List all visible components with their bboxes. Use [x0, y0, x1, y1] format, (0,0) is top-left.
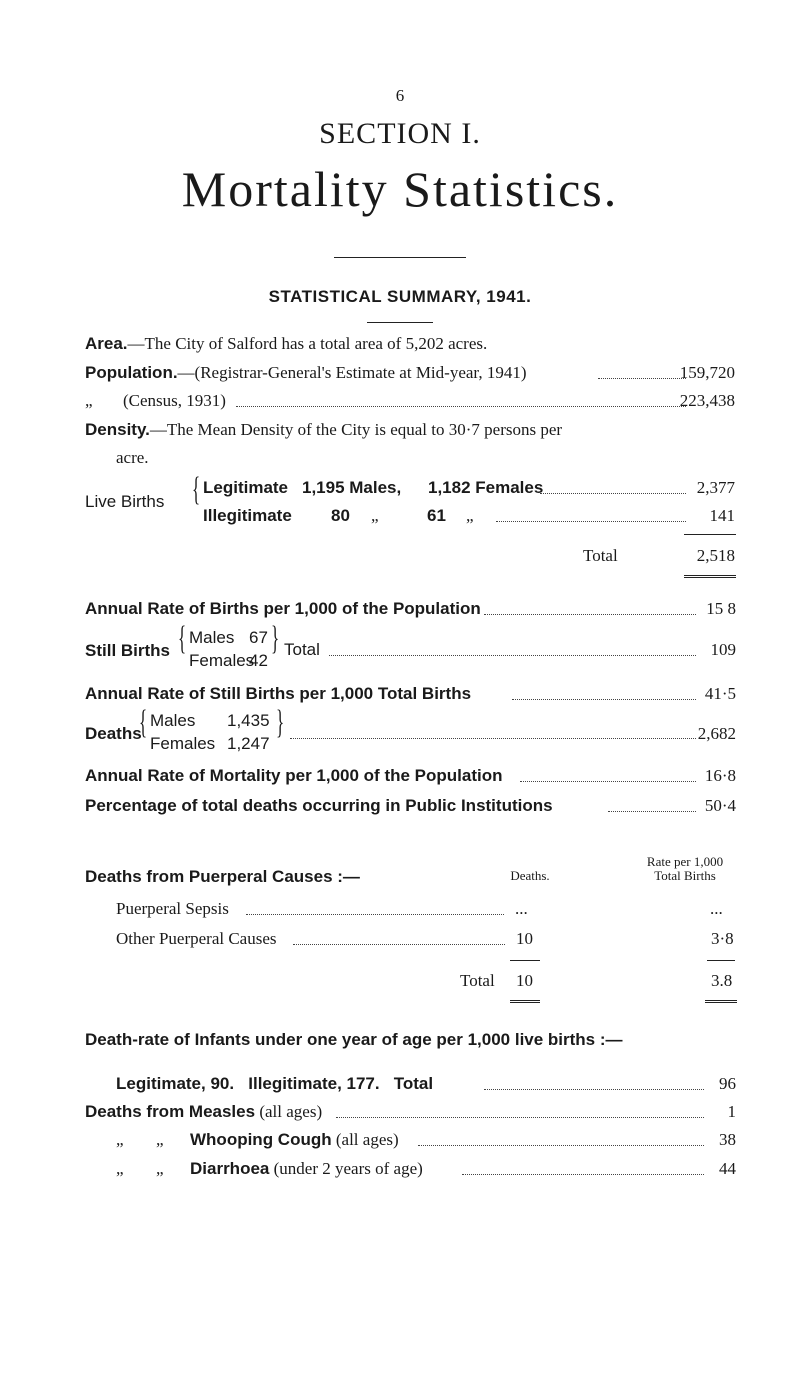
still-females-label: Females — [189, 651, 255, 670]
whooping-text: (all ages) — [335, 1130, 399, 1149]
summary-divider — [367, 322, 433, 323]
double-rule — [705, 1000, 737, 1003]
population-value: 159,720 — [679, 363, 735, 382]
total-rule — [707, 960, 735, 961]
double-rule — [510, 1000, 540, 1003]
population-text: —(Registrar-General's Estimate at Mid-year, 1941) — [177, 363, 527, 382]
section-heading: SECTION I. — [319, 117, 481, 150]
diarrhoea-label: Diarrhoea — [190, 1159, 270, 1178]
legitimate-label: Legitimate — [203, 478, 289, 497]
ditto-mark: „ — [116, 1130, 124, 1149]
ditto-mark: „ — [116, 1159, 124, 1178]
measles-label: Deaths from Measles — [85, 1102, 256, 1121]
population-label: Population. — [85, 363, 178, 382]
ditto-mark: „ — [371, 506, 379, 525]
diarrhoea-value: 44 — [719, 1159, 736, 1178]
puerperal-col-rate-2: Total Births — [654, 868, 716, 883]
whooping-value: 38 — [719, 1130, 736, 1149]
still-males-label: Males — [189, 628, 235, 647]
institutions-value: 50·4 — [704, 796, 736, 815]
title-divider — [334, 257, 466, 258]
infants-line: Legitimate, 90. Illegitimate, 177. Total — [116, 1074, 434, 1093]
brace-icon: { — [192, 471, 201, 508]
illegitimate-males: 80 — [331, 506, 350, 525]
diarrhoea-row — [190, 1159, 423, 1179]
deaths-females-value: 1,247 — [227, 734, 270, 753]
live-births-total-label: Total — [583, 546, 618, 565]
puerperal-other-deaths: 10 — [516, 929, 533, 948]
live-births-label: Live Births — [85, 492, 165, 511]
ditto-mark: „ — [466, 506, 474, 525]
brace-icon: { — [178, 620, 187, 657]
deaths-males-label: Males — [150, 711, 196, 730]
area-label: Area. — [85, 334, 128, 353]
still-birth-rate-label: Annual Rate of Still Births per 1,000 Total Births — [85, 684, 472, 703]
birth-rate-value: 15 8 — [706, 599, 736, 618]
brace-close-icon: } — [276, 704, 285, 741]
puerperal-other-rate: 3·8 — [711, 929, 734, 948]
puerperal-sepsis-deaths: ... — [515, 899, 528, 918]
legitimate-total: 2,377 — [696, 478, 735, 497]
ditto-mark: „ — [156, 1159, 164, 1178]
live-births-total: 2,518 — [696, 546, 735, 565]
leader-dots — [246, 914, 504, 915]
density-text: —The Mean Density of the City is equal to 30·7 persons per — [149, 420, 563, 439]
legitimate-males: 1,195 Males, — [302, 478, 402, 497]
mortality-rate-value: 16·8 — [704, 766, 736, 785]
legitimate-females: 1,182 Females — [428, 478, 544, 497]
puerperal-heading: Deaths from Puerperal Causes :— — [85, 867, 360, 886]
birth-rate-label: Annual Rate of Births per 1,000 of the Population — [85, 599, 481, 618]
puerperal-sepsis-label: Puerperal Sepsis — [116, 899, 229, 918]
institutions-label: Percentage of total deaths occurring in Public Institutions — [85, 796, 553, 815]
ditto-mark: „ — [85, 391, 93, 410]
infants-heading: Death-rate of Infants under one year of age per 1,000 live births :— — [85, 1030, 623, 1049]
still-males-value: 67 — [249, 628, 268, 647]
still-total-label: Total — [284, 640, 320, 659]
area-row — [85, 334, 487, 354]
census-row — [85, 391, 226, 411]
illegitimate-females: 61 — [427, 506, 446, 525]
total-rule — [684, 534, 736, 535]
whooping-row — [190, 1130, 399, 1150]
whooping-label: Whooping Cough — [190, 1130, 332, 1149]
illegitimate-label: Illegitimate — [203, 506, 292, 525]
measles-text: (all ages) — [259, 1102, 323, 1121]
mortality-rate-label: Annual Rate of Mortality per 1,000 of the Population — [85, 766, 503, 785]
density-row — [85, 420, 562, 440]
measles-value: 1 — [727, 1102, 736, 1121]
still-females-value: 42 — [249, 651, 268, 670]
area-text: —The City of Salford has a total area of 5,202 acres. — [127, 334, 488, 353]
double-rule — [684, 575, 736, 578]
deaths-total: 2,682 — [697, 724, 736, 743]
infants-value: 96 — [719, 1074, 736, 1093]
puerperal-col-rate-1: Rate per 1,000 — [646, 854, 724, 869]
diarrhoea-text: (under 2 years of age) — [273, 1159, 423, 1178]
deaths-label: Deaths — [85, 724, 142, 743]
ditto-mark: „ — [156, 1130, 164, 1149]
deaths-females-label: Females — [150, 734, 216, 753]
puerperal-total-deaths: 10 — [516, 971, 533, 990]
density-cont: acre. — [116, 448, 149, 467]
density-label: Density. — [85, 420, 150, 439]
census-value: 223,438 — [679, 391, 735, 410]
illegitimate-total: 141 — [709, 506, 735, 525]
brace-close-icon: } — [271, 620, 280, 657]
page-number: 6 — [395, 86, 405, 105]
population-row — [85, 363, 527, 383]
still-births-label: Still Births — [85, 641, 171, 660]
census-text: (Census, 1931) — [123, 391, 226, 410]
puerperal-other-label: Other Puerperal Causes — [116, 929, 277, 948]
still-births-total: 109 — [710, 640, 736, 659]
deaths-males-value: 1,435 — [227, 711, 270, 730]
brace-icon: { — [139, 704, 148, 741]
total-rule — [510, 960, 540, 961]
page-title: Mortality Statistics. — [181, 161, 619, 217]
still-birth-rate-value: 41·5 — [704, 684, 736, 703]
puerperal-sepsis-rate: ... — [710, 899, 723, 918]
summary-heading: STATISTICAL SUMMARY, 1941. — [268, 287, 532, 306]
measles-row — [85, 1102, 322, 1122]
puerperal-total-label: Total — [460, 971, 495, 990]
leader-dots — [236, 406, 686, 407]
leader-dots — [293, 944, 505, 945]
puerperal-total-rate: 3.8 — [711, 971, 733, 990]
puerperal-col-deaths: Deaths. — [510, 868, 550, 883]
